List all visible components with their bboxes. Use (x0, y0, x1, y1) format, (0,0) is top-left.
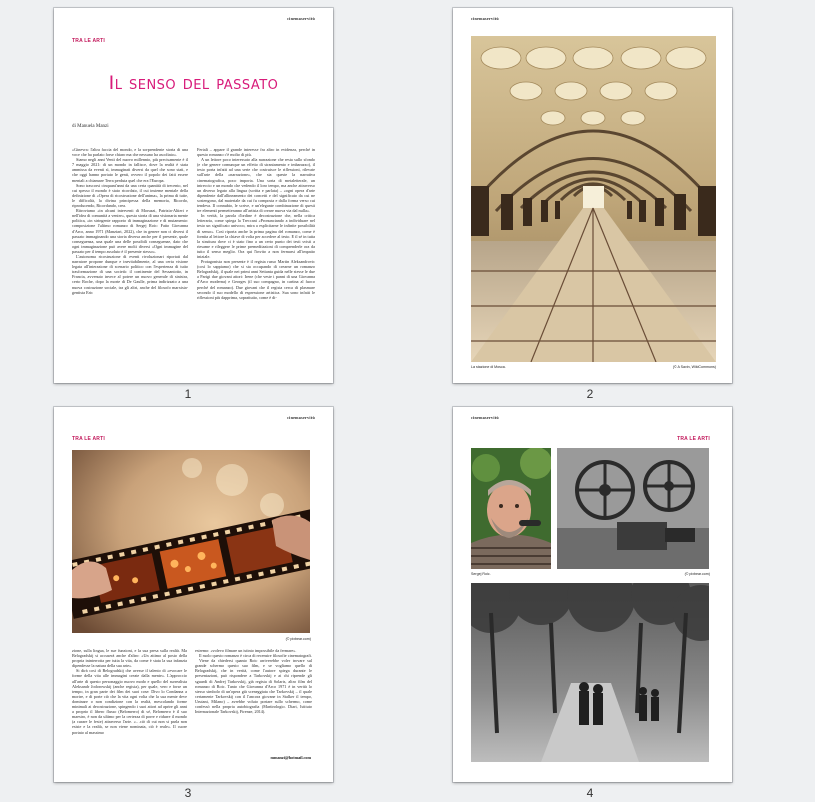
page-number-label: 3 (184, 786, 192, 800)
paragraph: zione, sulla lingua, le sue funzioni, e la sua presa sulla realtà. Ma Belogradskij si accuserà anche d'altro: «Un attimo al posto della propria ininterrotta per tutta la vita, da come è stata la sua infanzia dipendesse la natura della sua arte». (72, 648, 187, 669)
photo-credit: (© pixbear.com) (684, 572, 710, 576)
page-number-label: 4 (586, 786, 594, 800)
paragraph: Siamo negli anni Venti del nuovo millennio, più precisamente è il 7 maggio 2021: di un mondo in fallisce, dove la realtà è stata ammissa da eventi sì, immaginati diversi da quel che sono stati, e che oggi hanno portato le genti, ovvero il popolo dei fatti essere mentali a chiamare Terra perduta quel che era l'Europa. (72, 157, 188, 183)
film-strip-photo (72, 450, 310, 633)
page-number-label: 1 (184, 387, 192, 401)
page-3[interactable] (54, 407, 333, 782)
section-rubric: TRA LE ARTI (72, 38, 105, 44)
article-title: Il senso del passato (108, 72, 279, 94)
page-2[interactable] (453, 8, 732, 383)
article-byline: di Manuela Manzi (72, 124, 109, 129)
photo-caption: La stazione di Mosca. (471, 365, 506, 369)
text-column-left (72, 147, 188, 369)
park-walkers-photo (471, 583, 709, 762)
photo-credit: (© A Savin, WikiCommons) (672, 365, 716, 369)
photo-credit: (© pixbear.com) (285, 637, 311, 641)
section-rubric: TRA LE ARTI (72, 436, 105, 442)
paragraph: Ritroviamo «in alcuni interventi di Moruzzi, Patrizia-Altieri e nell'idea di comunità a venire», questa storia di una visionaria mente politica, «in stringente rapporto di immaginazione e di mutamento: composizione l'ultimo romanzo di Sergej Roic: Fatto Giovanna d'Arco, anno 1971 (Manziari, 2022), che in genere non ci diversi il passato immaginando una storia diversa anche per il presente, quale conseguenza, una quale una delle possibili conseguenze, dato che ogni immaginazione può avere molti diversi «Ogni immagine del passato per il tempo assoluto è il presente stesso». (72, 208, 188, 254)
paragraph: estremo: «volevo filmare un istinto impossibile da fermare». (195, 648, 297, 653)
film-projector-photo (557, 448, 709, 569)
text-column-right (197, 147, 315, 369)
text-column-left (72, 648, 187, 770)
paragraph: Viene da chiedersi quanto Roic arriverebbe voler trovare sul grande schermo questo suo film, e se vogliamo quello di Belogradskij, che in verità, come l'autore spiega durante le presentazioni, può rispondere a Tarkovskij e ai chi riprende gli sguardi di Andrej Tarkovskij, già regista di Solaris, altro film del romanzo di Roic. Tanto che Giovanna d'Arco 1971 è in verità lo stesso simbolo di un'opera già sceneggiata che Tarkovskij – il quale certamente Tarkovskij con il l'ancora giovane in Stalker il tempo, Urutani, Milano) – avrebbe voluto portare sullo schermo, come confessò nella propria autobiografia (Martirologio. Diari, Istituto Internazionale Tarkovskij, Firenze, 2014). (195, 658, 312, 715)
section-rubric: TRA LE ARTI (677, 436, 710, 442)
running-head: cinemaservitù (287, 16, 315, 21)
page-4[interactable] (453, 407, 732, 782)
author-email[interactable]: mmanzi@hotmail.com (270, 755, 311, 760)
text-column-right (195, 648, 312, 752)
page-1[interactable] (54, 8, 333, 383)
author-portrait-photo (471, 448, 551, 569)
metro-station-photo (471, 36, 716, 362)
paragraph: Protagonista non presente è il regista russo Martin Aleksandrovic (così lo sappiamo) che si sta occupando di crearne un romanzo Belogradskij, il quale nei primi anni Settanta guida nelle stesse le due a Parigi due giovani attori: Irene (che veste i panni di una Giovanna d'Arco moderna) e Georges (il suo compagno, in cartina al fuoco perché del romanzo). Due giovani che il regista cerca di plasmare secondo il suo modello di espressione artistica. Sua sono infatti le riflessioni più dapprima, soprattutto, come è di- (197, 259, 315, 300)
paragraph: A un lettore poco interessato alla narrazione che resta sullo sfondo (e che genere comunque un effetto di straniamento e imbarazzo), il testo porta infatti ad una serie che costruisce le riflessioni, rilevate sull'arte della «narrazione», che sia queste la narrativa cinematografica, poco importa. Una sorta di metaletterale, un intreccio e un mondo che vedendo il loro tempo, ma anche attraverso un diverso legato alla lingua (scritta e parlata) – «ogni opera d'arte dipendente dall'allineamento dei concetti e del significato da cui ne sostengono, dal materiale da cui fu composta e dalla forma verso cui tendeva. Il connubio, le scrive, e un'elegante combinazione di questi tre elementi permetteranno all'artista di creare nuova via dal nulla». (197, 157, 315, 214)
paragraph: Fertali – appare il grande interesse fra altro in evidenza, perché in questo romanzo c'è molto di più. (197, 147, 315, 158)
paragraph: Sono trascorsi cinquant'anni da una certa quantità di trecento, nel cui spesso il mondo è stato ricordato, il cui insieme mentale della definizione di «Opera di ricostruzione dell'anima», la prima di tutte, le difficoltà, la divina principessa della memoria, Ricordo, riproducendo, Ricordando, crea. (72, 182, 188, 209)
paragraph: In verità, la parola d'ordine è decostruzione che, nella critica letteraria, come spiega la Treccani «Pronunciando a individuare nel testo un significato univoco, mira a esplicitarne le infinite possibilità di senso». Così riporta anche la prima pagina del romanzo, come è fornita al lettore la chiave di volta per accedere al testo. E il sé in tutta la struttura dove ci è stato fino a un certo punto dei testi svisti a riesame e rileggere le prime premeditazioni di comprenderle ora da tutto il senso meglio. Ora qui l'invito a non fermarsi all'impatto iniziale. (197, 213, 315, 259)
page-number-label: 2 (586, 387, 594, 401)
photo-caption: Sergej Roic. (471, 572, 491, 576)
paragraph: Il ruolo questo romanzo è circa di recensire filosofie cinematografi. (199, 653, 312, 659)
running-head: cinemaservitù (471, 16, 499, 21)
paragraph: «Ginevra: l'altra faccia del mondo, e la sorprendente storia di una voce che ha parlato forse chiaro ma che nessuno ha ascoltato». (72, 147, 188, 158)
running-head: cinemaservitù (471, 415, 499, 420)
running-head: cinemaservitù (287, 415, 315, 420)
paragraph: L'autonoma ricostruzione di eventi rivoluzionari riportati dal narratore propone dunque e inevitabilmente, al una certa visione legata all'interazione di scenario politico con l'esperienza di tutto trasformazione di una società: il continente del Sessantotto, in Francia, avvenuto invece al potere un nuovo generale di sinistra, certo Roche, dopo la morte di De Gaulle, prima indirizzato a una nuova costruzione sociale, tra gli altri, anche del filosofo marxista-gentista Eric (72, 253, 188, 295)
paragraph: Si dirà così di Belogradskij che avesse il talento di «evocare le forme della vita alle immagini create dalla mente». L'approccio all'arte di questo personaggio nuovo modo e quello del surrealista Aleksandr Jodorowskij (anche regista), per quale, vero e forse un tempo, in gran parte dei film dei suoi cose: Divo lo Condanna a morire, e di porte ciò che la vita ogni volta che la sua mente deve dominare o non condizione con la realtà, mescolando forme minimali ai decostruzione, spingendo i suoi attori ad aprire gli anni a proprio il libero flusso (Belomerro) di sé, Belomerro è il suo maestro, è non da ultimo per la certezza di porre e ridurre il mondo (a curare le feste) attraverso l'arte. «…ciò di cui non si parla non esiste e la realtà, se non viene nominata, ciò è reale». Il cuore portato al massimo (72, 668, 187, 735)
